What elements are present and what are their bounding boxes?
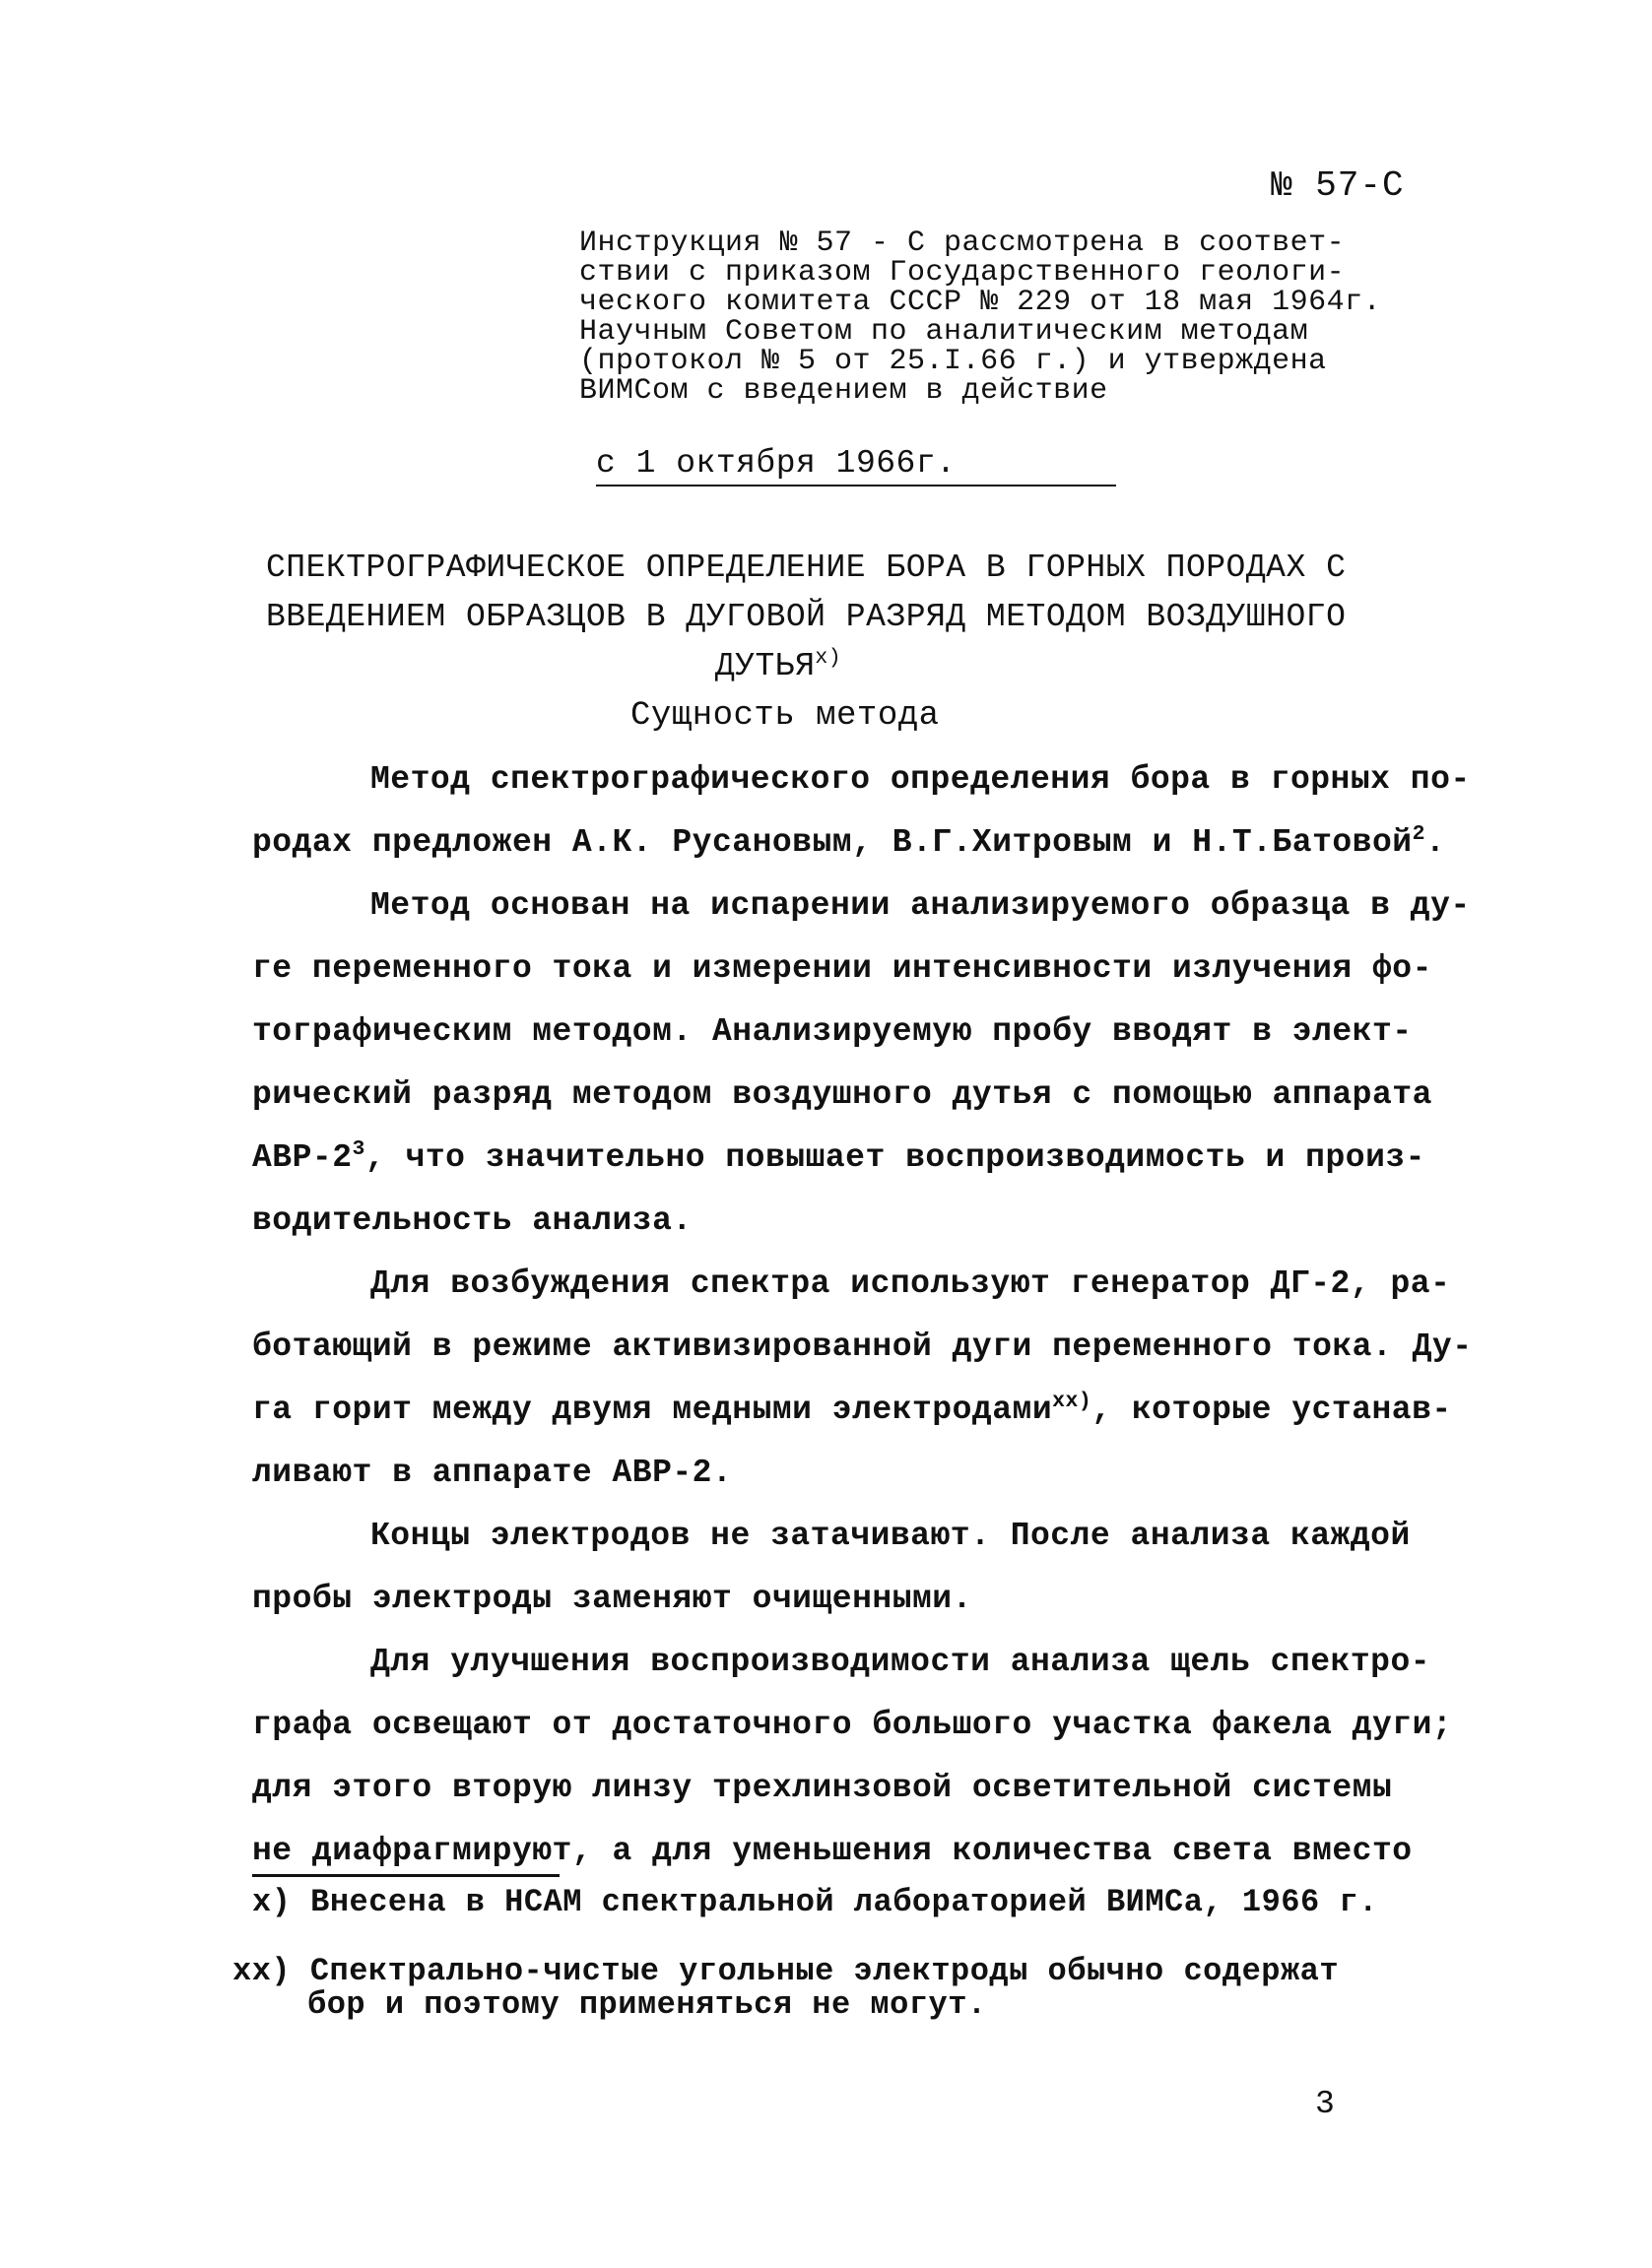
footnote-line: xx) Спектрально-чистые угольные электроды обычно содержат [232,1953,1340,1989]
title-line: СПЕКТРОГРАФИЧЕСКОЕ ОПРЕДЕЛЕНИЕ БОРА В ГОРНЫХ ПОРОДАХ С [266,550,1347,586]
effective-date-underline [596,485,1116,486]
document-title [266,544,1347,691]
body-line-text: га горит между двумя медными электродами [252,1392,1053,1428]
approval-line: ВИМСом с введением в действие [579,374,1108,408]
body-line: пробы электроды заменяют очищенными. [252,1581,972,1617]
reference-number: 2 [1412,822,1425,846]
footnote-line: бор и поэтому применяться не могут. [307,1986,987,2023]
body-line: ге переменного тока и измерении интенсивности излучения фо- [252,950,1432,987]
footnote-separator [252,1874,560,1877]
body-line: ботающий в режиме активизированной дуги переменного тока. Ду- [252,1328,1473,1365]
title-line [266,642,1290,691]
body-text [252,748,1473,1883]
body-line [252,1127,1424,1190]
page-number: 3 [1315,2086,1335,2122]
body-line: графа освещают от достаточного большого участка факела дуги; [252,1707,1453,1743]
approval-line: Инструкция № 57 - С рассмотрена в соответ- [579,227,1346,260]
body-line: водительность анализа. [252,1202,693,1239]
body-line: Метод спектрографического определения бора в горных по- [370,761,1471,798]
body-line-text: родах предложен А.К. Русановым, В.Г.Хитровым и Н.Т.Батовой [252,824,1413,861]
body-line: тографическим методом. Анализируемую пробу вводят в элект- [252,1013,1413,1050]
document-number: № 57-С [1271,165,1405,206]
footnote-1: x) Внесена в НСАМ спектральной лабораторией ВИМСа, 1966 г. [252,1884,1378,1920]
body-line: не диафрагмируют, а для уменьшения количества света вместо [252,1833,1413,1869]
approval-note [579,228,1381,406]
approval-line: ческого комитета СССР № 229 от 18 мая 1964г. [579,286,1382,319]
title-line-text: ДУТЬЯ [714,648,816,684]
title-line: ВВЕДЕНИЕМ ОБРАЗЦОВ В ДУГОВОЙ РАЗРЯД МЕТОДОМ ВОЗДУШНОГО [266,599,1347,635]
footnote-ref: xx) [1052,1390,1092,1413]
body-line-text: , что значительно повышает воспроизводимость и произ- [364,1139,1425,1176]
body-line: ливают в аппарате АВР-2. [252,1455,733,1491]
body-line: рический разряд методом воздушного дутья с помощью аппарата [252,1076,1432,1113]
section-heading: Сущность метода [630,697,940,735]
approval-line: (протокол № 5 от 25.I.66 г.) и утверждена [579,345,1327,378]
body-line: Для улучшения воспроизводимости анализа щель спектро- [370,1644,1431,1680]
approval-line: ствии с приказом Государственного геологи- [579,256,1346,290]
approval-line: Научным Советом по аналитическим методам [579,315,1309,349]
footnote-2 [232,1955,1339,2022]
title-footnote-ref: x) [815,646,842,670]
body-line: Концы электродов не затачивают. После анализа каждой [370,1518,1411,1554]
effective-date-text: с 1 октября 1966г. [596,445,957,482]
body-line [252,811,1446,875]
body-line-text: АВР-2 [252,1139,353,1176]
body-line: Для возбуждения спектра используют генератор ДГ-2, ра- [370,1265,1451,1302]
body-line: для этого вторую линзу трехлинзовой осветительной системы [252,1770,1393,1806]
reference-number: 3 [352,1137,365,1161]
effective-date [596,445,956,482]
body-line: Метод основан на испарении анализируемого образца в ду- [370,887,1471,924]
body-line [252,1379,1452,1442]
body-line-text: . [1424,824,1446,861]
body-line-text: , которые устанав- [1091,1392,1452,1428]
